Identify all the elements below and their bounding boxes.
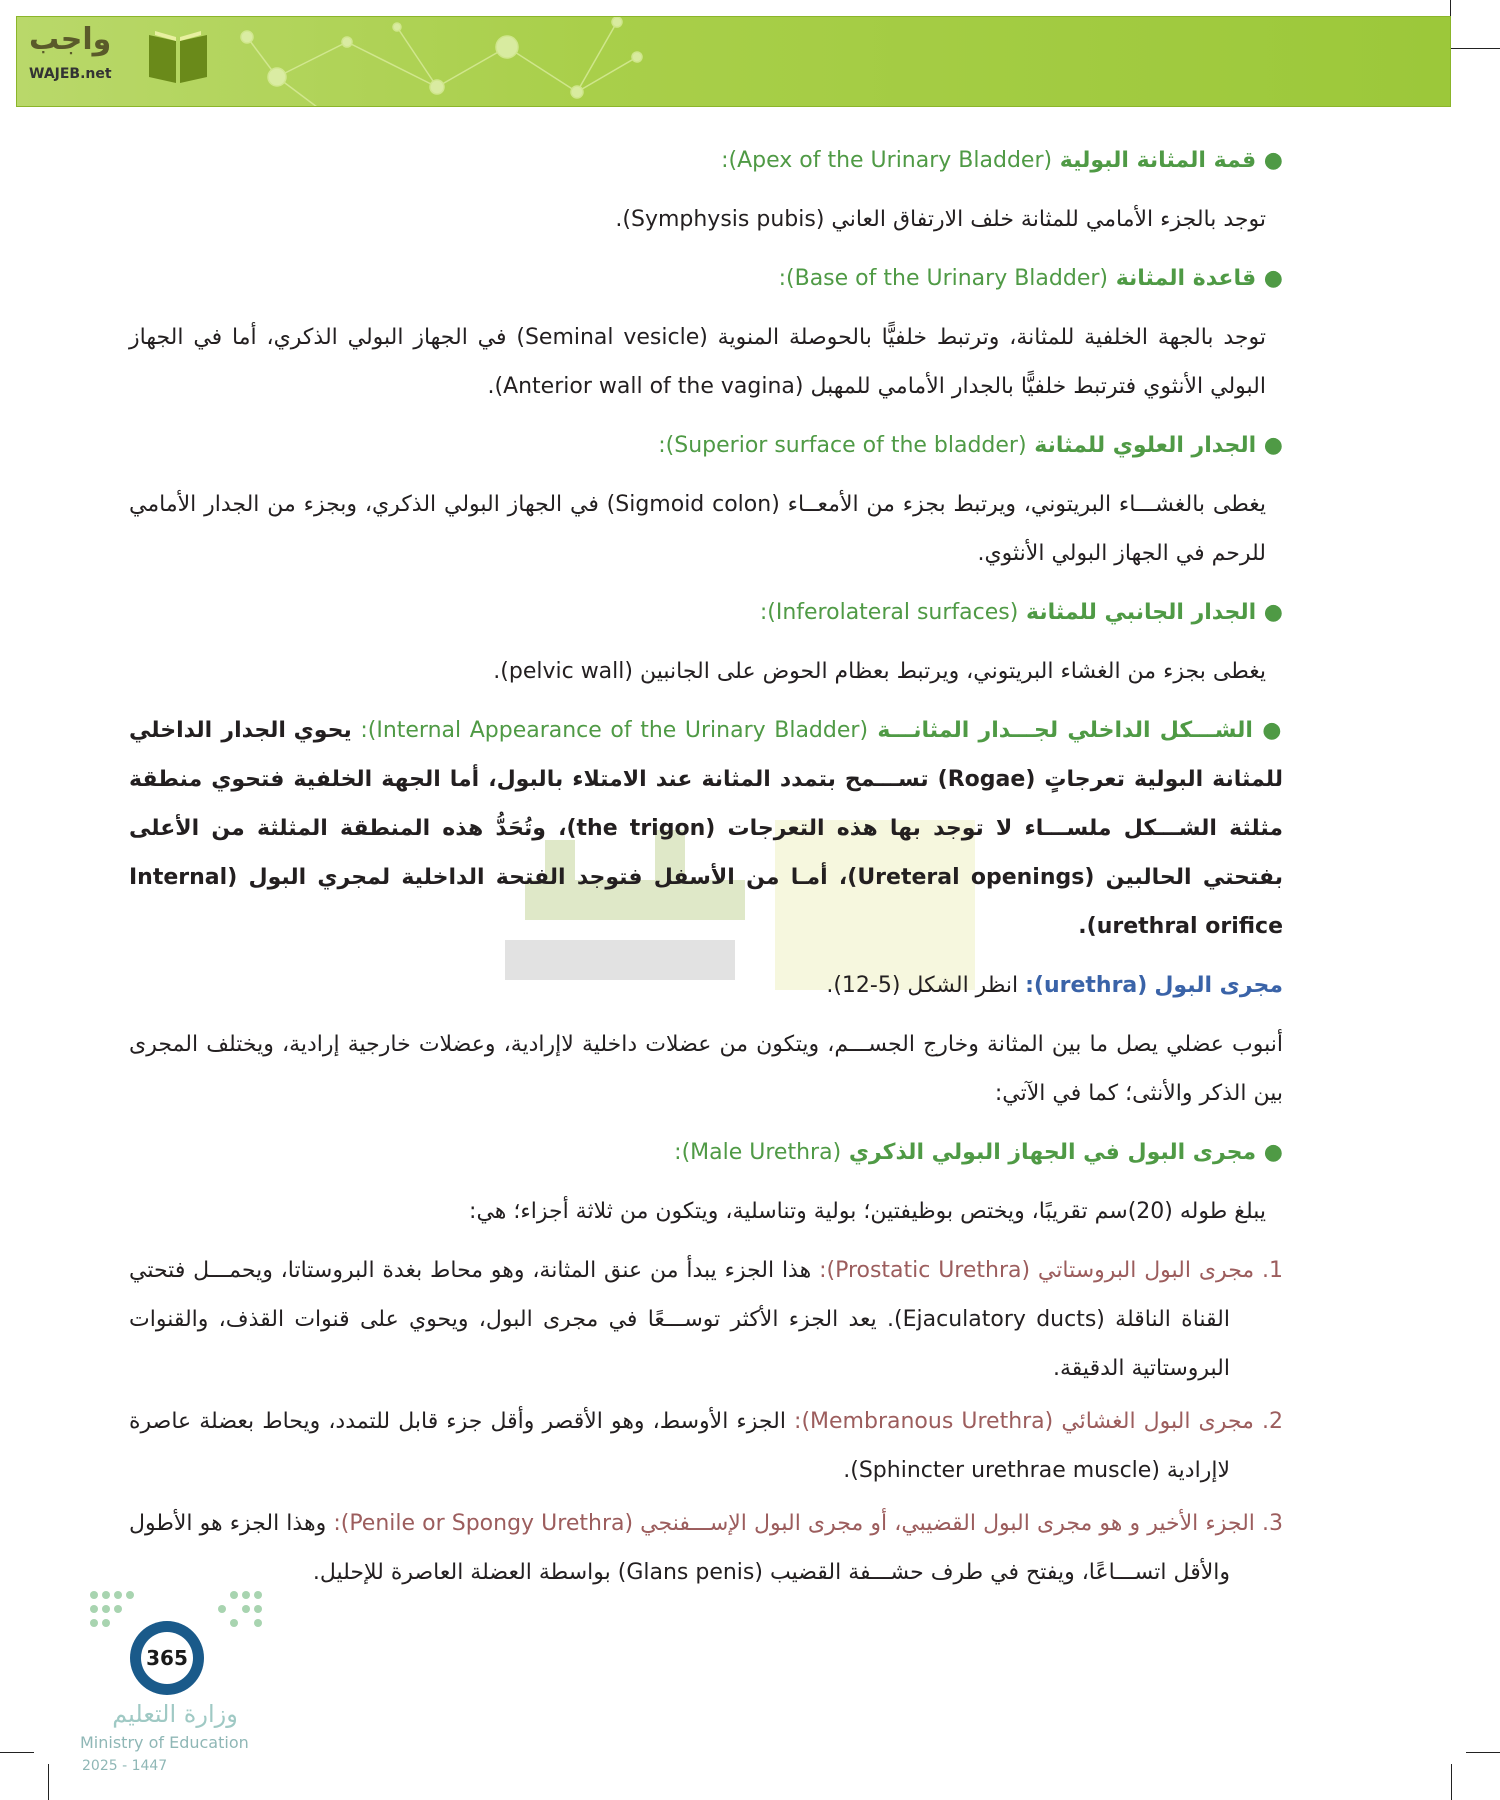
ministry-name-ar: وزارة التعليم bbox=[112, 1700, 238, 1728]
logo-text-ar: واجب bbox=[29, 22, 112, 57]
logo-text-en: WAJEB.net bbox=[29, 66, 112, 82]
crop-mark bbox=[1466, 1752, 1500, 1753]
page-number: 365 bbox=[141, 1632, 193, 1684]
heading-urethra: مجرى البول (urethra): انظر الشكل (5-12). bbox=[826, 973, 1283, 998]
paragraph-superior: يغطى بالغشـــاء البريتوني، ويرتبط بجزء من الأمعــاء (Sigmoid colon) في الجهاز البولي الذكري، وبجزء من الجدار الأمامي للرحم في الجهاز البولي الأنثوي. bbox=[129, 492, 1267, 566]
list-item-penile: 3. الجزء الأخير و هو مجرى البول القضيبي، أو مجرى البول الإســـفنجي (Penile or Spongy Urethra): وهذا الجزء هو الأطول والأقل اتســـاعًا، ويفتح في طرف حشـــفة القضيب (Glans penis) بواسطة العضلة العاصرة للإحليل. bbox=[129, 1511, 1283, 1585]
heading-base: ● قاعدة المثانة (Base of the Urinary Bladder): bbox=[778, 266, 1283, 291]
crop-mark bbox=[1451, 48, 1500, 49]
crop-mark bbox=[1451, 1764, 1452, 1800]
paragraph-base: توجد بالجهة الخلفية للمثانة، وترتبط خلفيًّا بالحوصلة المنوية (Seminal vesicle) في الجهاز البولي الذكري، أما في الجهاز البولي الأنثوي فترتبط خلفيًّا بالجدار الأمامي للمهبل (Anterior wall of the vagina). bbox=[129, 325, 1266, 399]
paragraph-urethra: أنبوب عضلي يصل ما بين المثانة وخارج الجســـم، ويتكون من عضلات داخلية لاإرادية، وعضلات خارجية إرادية، ويختلف المجرى بين الذكر والأنثى؛ كما في الآتي: bbox=[129, 1032, 1283, 1106]
paragraph-internal: ● الشـــكل الداخلي لجـــدار المثانـــة (Internal Appearance of the Urinary Bladder): يحوي الجدار الداخلي للمثانة البولية تعرجاتٍ (Rogae) تســـمح بتمدد المثانة عند الامتلاء بالبول، أما الجهة الخلفية فتحوي منطقة مثلثة الشـــكل ملســـاء لا توجد بها هذه التعرجات (the trigon)، وتُحَدُّ هذه المنطقة المثلثة من الأعلى بفتحتي الحالبين (Ureteral openings)، أمـا من الأسفل فتوجد الفتحة الداخلية لمجري البول (Internal urethral orifice). bbox=[129, 718, 1284, 939]
crop-mark bbox=[48, 1764, 49, 1800]
paragraph-inferolateral: يغطى بجزء من الغشاء البريتوني، ويرتبط بعظام الحوض على الجانبين (pelvic wall). bbox=[493, 659, 1266, 684]
main-content bbox=[129, 136, 1283, 1601]
heading-superior: ● الجدار العلوي للمثانة (Superior surface of the bladder): bbox=[658, 433, 1283, 458]
heading-male-urethra: ● مجرى البول في الجهاز البولي الذكري (Male Urethra): bbox=[674, 1140, 1283, 1165]
list-item-membranous: 2. مجرى البول الغشائي (Membranous Urethra): الجزء الأوسط، وهو الأقصر وأقل جزء قابل للتمدد، ويحاط بعضلة عاصرة لاإرادية (Sphincter urethrae muscle). bbox=[129, 1409, 1283, 1483]
paragraph-male-urethra: يبلغ طوله (20)سم تقريبًا، ويختص بوظيفتين؛ بولية وتناسلية، ويتكون من ثلاثة أجزاء؛ هي: bbox=[469, 1199, 1266, 1224]
crop-mark bbox=[1450, 0, 1451, 16]
ministry-footer bbox=[78, 1585, 298, 1785]
book-icon bbox=[145, 27, 211, 85]
edition-year: 2025 - 1447 bbox=[82, 1758, 168, 1774]
ministry-name-en: Ministry of Education bbox=[80, 1733, 249, 1752]
paragraph-apex: توجد بالجزء الأمامي للمثانة خلف الارتفاق العاني (Symphysis pubis). bbox=[615, 207, 1266, 232]
list-item-prostatic: 1. مجرى البول البروستاتي (Prostatic Urethra): هذا الجزء يبدأ من عنق المثانة، وهو محاط بغدة البروستاتا، ويحمـــل فتحتي القناة الناقلة (Ejaculatory ducts). يعد الجزء الأكثر توســـعًا في مجرى البول، ويحوي على قنوات القذف، والقنوات البروستاتية الدقيقة. bbox=[129, 1258, 1284, 1381]
crop-mark bbox=[0, 1752, 34, 1753]
wajeb-logo[interactable] bbox=[25, 21, 255, 101]
header-band bbox=[16, 16, 1451, 107]
heading-inferolateral: ● الجدار الجانبي للمثانة (Inferolateral surfaces): bbox=[759, 600, 1283, 625]
heading-apex: ● قمة المثانة البولية (Apex of the Urinary Bladder): bbox=[721, 148, 1283, 173]
